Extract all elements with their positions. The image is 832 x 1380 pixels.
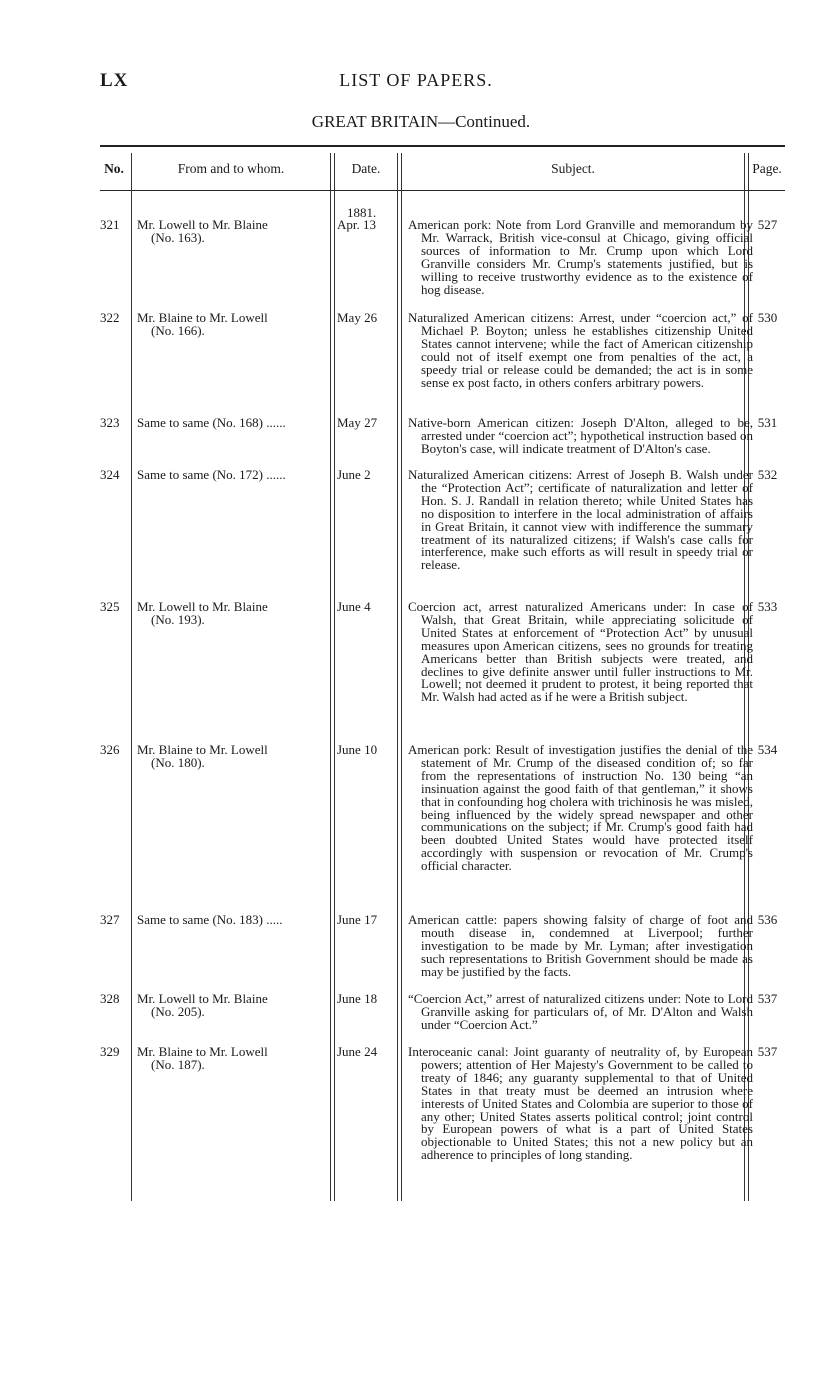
header-no: No. bbox=[104, 161, 124, 176]
from-and-to-whom bbox=[137, 312, 327, 338]
column-divider bbox=[397, 153, 398, 1201]
from-and-to-whom bbox=[137, 601, 327, 627]
page-reference: 536 bbox=[757, 912, 778, 927]
paper-subject: Naturalized American citizens: Arrest, under “coercion act,” of Michael P. Boyton; unless he establishes citizenship United States cannot intervene; while the fact of American citizenship could not of itself exempt one from penalties of the act, a speedy trial or release could be demanded; the act is in some sense ex post facto, in others confers arbitrary powers. bbox=[408, 310, 753, 390]
table-header-rule bbox=[100, 190, 785, 191]
paper-subject: Native-born American citizen: Joseph D'Alton, alleged to be, arrested under “coercion act”; hypothetical instruction based on Boyton's case, will indicate treatment of D'Alton's case. bbox=[408, 415, 753, 456]
dispatch-number: (No. 193). bbox=[151, 611, 205, 627]
paper-date: June 2 bbox=[337, 467, 371, 482]
header-subject: Subject. bbox=[551, 161, 595, 176]
header-from: From and to whom. bbox=[177, 161, 285, 176]
page-number: LX bbox=[100, 70, 129, 91]
paper-date: May 26 bbox=[337, 310, 378, 325]
dispatch-number: (No. 205). bbox=[151, 1003, 205, 1019]
page-reference: 531 bbox=[757, 415, 778, 430]
page-reference: 532 bbox=[757, 467, 778, 482]
paper-date: June 17 bbox=[337, 912, 378, 927]
dispatch-number: (No. 180). bbox=[151, 754, 205, 770]
from-line: Mr. Lowell to Mr. Blaine bbox=[137, 599, 268, 614]
column-divider bbox=[330, 153, 331, 1201]
paper-number: 328 bbox=[100, 991, 120, 1006]
from-line: Mr. Blaine to Mr. Lowell bbox=[137, 742, 268, 757]
from-line: Same to same (No. 183) ..... bbox=[137, 912, 283, 927]
paper-number: 321 bbox=[100, 217, 120, 232]
from-line: Mr. Blaine to Mr. Lowell bbox=[137, 310, 268, 325]
paper-date: June 4 bbox=[337, 599, 371, 614]
paper-number: 327 bbox=[100, 912, 120, 927]
paper-subject: American pork: Result of investigation justifies the denial of the statement of Mr. Crump of the diseased condition of; so far from the representations of instruction No. 130 being “an insinuation against the good faith of that gentleman,” it shows that in confounding hog cholera with trichinosis he was misled, being influenced by the widely spread newspaper and other communications on the subject; if Mr. Crump's good faith had been doubted United States would have protected itself accordingly with suspension or revocation of Mr. Crump's official character. bbox=[408, 742, 753, 874]
section-subtitle: GREAT BRITAIN—Continued. bbox=[311, 112, 531, 131]
from-line: Mr. Blaine to Mr. Lowell bbox=[137, 1044, 268, 1059]
paper-number: 324 bbox=[100, 467, 120, 482]
paper-date: June 10 bbox=[337, 742, 378, 757]
paper-date: Apr. 13 bbox=[337, 217, 376, 232]
from-and-to-whom bbox=[137, 993, 327, 1019]
from-line: Mr. Lowell to Mr. Blaine bbox=[137, 217, 268, 232]
dispatch-number: (No. 163). bbox=[151, 229, 205, 245]
year-label: 1881. bbox=[347, 205, 377, 220]
table-top-rule bbox=[100, 145, 785, 147]
column-divider bbox=[334, 153, 335, 1201]
from-and-to-whom bbox=[137, 219, 327, 245]
paper-date: June 24 bbox=[337, 1044, 378, 1059]
from-line: Same to same (No. 168) ...... bbox=[137, 415, 286, 430]
page-title: LIST OF PAPERS. bbox=[339, 70, 493, 90]
paper-date: May 27 bbox=[337, 415, 378, 430]
page-reference: 530 bbox=[757, 310, 778, 325]
paper-number: 323 bbox=[100, 415, 120, 430]
dispatch-number: (No. 166). bbox=[151, 322, 205, 338]
page-reference: 534 bbox=[757, 742, 778, 757]
header-date: Date. bbox=[351, 161, 381, 176]
paper-number: 329 bbox=[100, 1044, 120, 1059]
page-reference: 537 bbox=[757, 1044, 778, 1059]
dispatch-number: (No. 187). bbox=[151, 1056, 205, 1072]
page-header bbox=[0, 70, 832, 100]
paper-subject: Naturalized American citizens: Arrest of Joseph B. Walsh under the “Protection Act”; certificate of naturalization and letter of Hon. S. J. Randall in relation thereto; while United States has no disposition to interfere in the local administration of affairs in Great Britain, it cannot view with indifference the summary treatment of its naturalized citizens; if Walsh's case calls for interference, make such efforts as will result in speedy trial or release. bbox=[408, 467, 753, 573]
page-reference: 533 bbox=[757, 599, 778, 614]
page-reference: 527 bbox=[757, 217, 778, 232]
column-divider bbox=[131, 153, 132, 1201]
from-line: Mr. Lowell to Mr. Blaine bbox=[137, 991, 268, 1006]
paper-subject: American cattle: papers showing falsity of charge of foot and mouth disease in, condemned at Liverpool; further investigation to be made by Mr. Lyman; after investigation such representations to British Government should be made as may be justified by the facts. bbox=[408, 912, 753, 979]
paper-number: 326 bbox=[100, 742, 120, 757]
header-page: Page. bbox=[752, 161, 782, 176]
from-and-to-whom bbox=[137, 469, 327, 482]
page-reference: 537 bbox=[757, 991, 778, 1006]
from-and-to-whom bbox=[137, 417, 327, 430]
column-divider bbox=[401, 153, 402, 1201]
from-and-to-whom bbox=[137, 1046, 327, 1072]
paper-subject: Interoceanic canal: Joint guaranty of neutrality of, by European powers; attention of Her Majesty's Government to be called to treaty of 1846; any guaranty supplemental to that of United States in that treaty must be deemed an intrusion where interests of United States and Colombia are superior to those of any other; United States asserts political control; joint control by European powers of what is a part of United States objectionable to United States; this not a new policy but an adherence to principles of long standing. bbox=[408, 1044, 753, 1163]
from-and-to-whom bbox=[137, 744, 327, 770]
from-line: Same to same (No. 172) ...... bbox=[137, 467, 286, 482]
from-and-to-whom bbox=[137, 914, 327, 927]
paper-number: 325 bbox=[100, 599, 120, 614]
paper-date: June 18 bbox=[337, 991, 378, 1006]
paper-subject: Coercion act, arrest naturalized Americans under: In case of Walsh, that Great Britain, while appreciating solicitude of United States at enforcement of “Protection Act” by unusual measures upon American citizens, sees no grounds for treating Americans better than British subjects were treated, and declines to give definite answer until fuller instructions to Mr. Lowell; not deemed it prudent to protest, it being reported that Mr. Walsh had acted as if he were a British subject. bbox=[408, 599, 753, 705]
paper-subject: “Coercion Act,” arrest of naturalized citizens under: Note to Lord Granville asking for particulars of, of Mr. D'Alton and Walsh under “Coercion Act.” bbox=[408, 991, 753, 1032]
paper-subject: American pork: Note from Lord Granville and memorandum by Mr. Warrack, British vice-consul at Chicago, giving official sources of information to Mr. Crump upon which Lord Granville considers Mr. Crump's statements justified, but is willing to receive trustworthy evidence as to the existence of hog disease. bbox=[408, 217, 753, 297]
paper-number: 322 bbox=[100, 310, 120, 325]
